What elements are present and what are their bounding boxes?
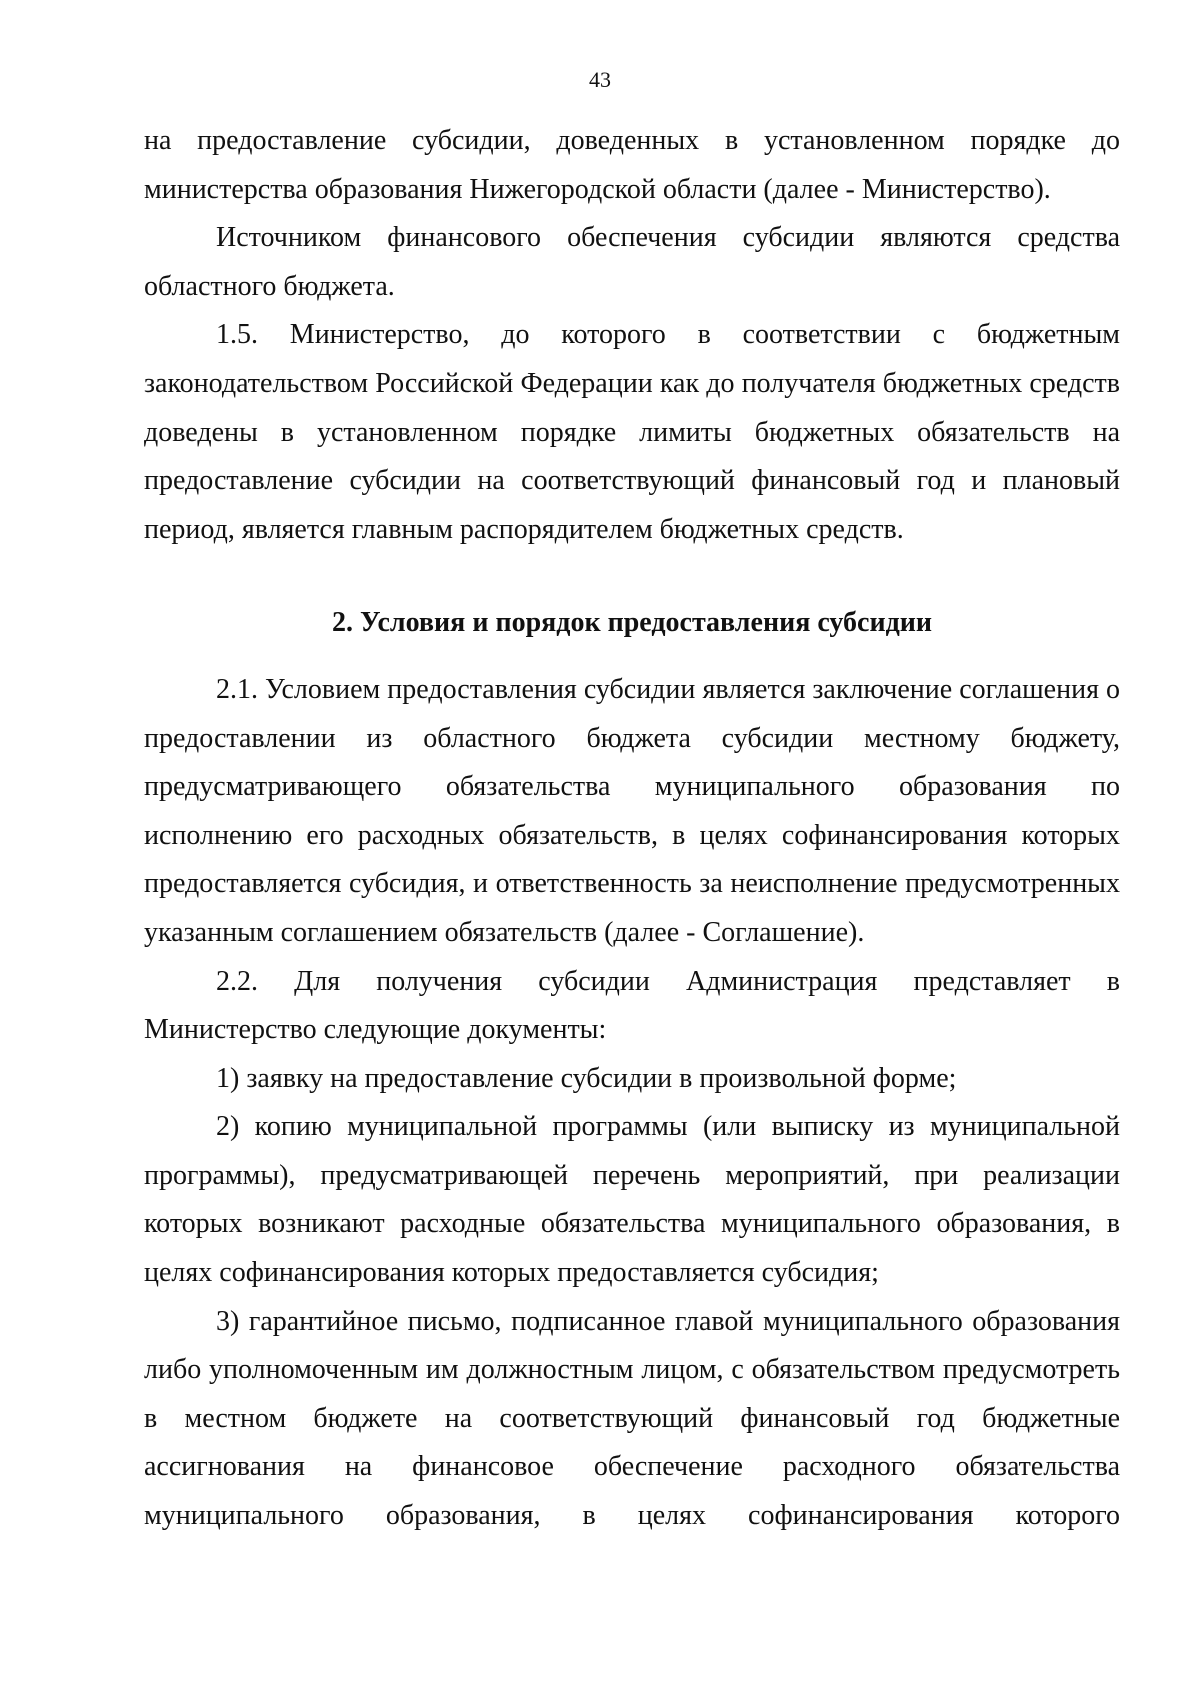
paragraph-1-5: 1.5. Министерство, до которого в соответствии с бюджетным законодательством Российской Федерации как до получателя бюджетных средств доведены в установленном порядке лимиты бюджетных обязательств на предоставление субсидии на соответствующий финансовый год и плановый период, является главным распорядителем бюджетных средств. <box>144 319 1120 545</box>
paragraph-2-2: 2.2. Для получения субсидии Администрация представляет в Министерство следующие документы: <box>144 965 1120 1046</box>
paragraph-continuation: на предоставление субсидии, доведенных в установленном порядке до министерства образования Нижегородской области (далее - Министерство). <box>144 125 1120 205</box>
page-number: 43 <box>589 67 611 92</box>
document-body <box>144 117 1120 1541</box>
section-heading: 2. Условия и порядок предоставления субсидии <box>331 607 933 639</box>
paragraph-2-1: 2.1. Условием предоставления субсидии является заключение соглашения о предоставлении из областного бюджета субсидии местному бюджету, предусматривающего обязательства муниципального образования по исполнению его расходных обязательств, в целях софинансирования которых предоставляется субсидия, и ответственность за неисполнение предусмотренных указанным соглашением обязательств (далее - Соглашение). <box>144 673 1120 948</box>
paragraph-funding-source: Источником финансового обеспечения субсидии являются средства областного бюджета. <box>144 222 1120 302</box>
list-item-1: 1) заявку на предоставление субсидии в произвольной форме; <box>216 1062 957 1094</box>
list-item-3: 3) гарантийное письмо, подписанное главой муниципального образования либо уполномоченным им должностным лицом, с обязательством предусмотреть в местном бюджете на соответствующий финансовый год бюджетные ассигнования на финансовое обеспечение расходного обязательства муниципального образования, в целях софинансирования которого <box>144 1305 1120 1532</box>
list-item-2: 2) копию муниципальной программы (или выписку из муниципальной программы), предусматривающей перечень мероприятий, при реализации которых возникают расходные обязательства муниципального образования, в целях софинансирования которых предоставляется субсидия; <box>144 1111 1120 1289</box>
